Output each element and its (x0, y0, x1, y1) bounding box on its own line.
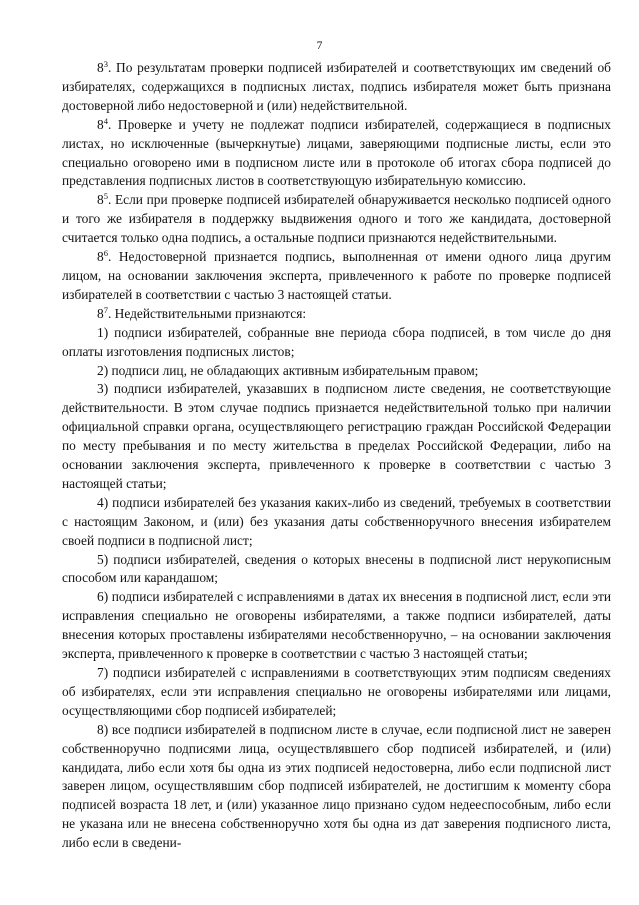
paragraph-number: 8 (97, 192, 104, 208)
paragraph-number-superscript: 7 (103, 304, 108, 315)
paragraph-text: . Недостоверной признается подпись, выполненная от имени одного лица другим лицом, на основании заключения эксперта, привлеченного к работе по проверке подписей избирателей в соответствии с частью 3 настоящей статьи. (62, 249, 611, 302)
paragraph-number: 8 (97, 249, 104, 265)
list-item-text: 3) подписи избирателей, указавших в подписном листе сведения, не соответствующие действительности. В этом случае подпись признается недействительной только при наличии официальной справки органа, осуществляющего регистрацию граждан Российской Федерации по месту пребывания и по месту жительства в пределах Российской Федерации, либо на основании заключения эксперта, привлеченного к проверке в соответствии с частью 3 настоящей статьи; (62, 381, 611, 491)
list-item-text: 1) подписи избирателей, собранные вне периода сбора подписей, в том числе до дня оплаты изготовления подписных листов; (62, 324, 611, 359)
list-item-7 (62, 664, 611, 721)
paragraph-number-superscript: 3 (103, 59, 108, 69)
list-item-2 (62, 362, 611, 381)
list-item-text: 7) подписи избирателей с исправлениями в соответствующих этим подписям сведениях об избирателях, если эти исправления специально не оговорены избирателями или лицами, осуществляющими сбор подписей избирателей; (62, 665, 611, 718)
list-item-text: 8) все подписи избирателей в подписном листе в случае, если подписной лист не заверен собственноручно подписями лица, осуществлявшего сбор подписей избирателей, и (или) кандидата, либо если хотя бы одна из этих подписей недостоверна, либо если подписной лист заверен лицом, осуществлявшим сбор подписей избирателей, не достигшим к моменту сбора подписей возраста 18 лет, и (или) указанное лицо признано судом недееспособным, либо если не указана или не внесена собственноручно хотя бы одна из дат заверения подписного листа, либо если в сведени- (62, 721, 611, 851)
paragraph-number: 8 (97, 305, 104, 321)
paragraph-8-6 (62, 248, 611, 305)
paragraph-number: 8 (97, 116, 104, 132)
document-body (62, 59, 611, 853)
paragraph-8-3 (62, 59, 611, 116)
paragraph-text: . Недействительными признаются: (107, 305, 307, 321)
paragraph-8-7 (62, 305, 611, 324)
paragraph-number: 8 (97, 60, 104, 75)
list-item-4 (62, 494, 611, 551)
page-number: 7 (316, 40, 323, 52)
list-item-text: 6) подписи избирателей с исправлениями в датах их внесения в подписной лист, если эти исправления специально не оговорены избирателями, а также подписи избирателей, даты внесения которых проставлены избирателями несобственноручно, – на основании заключения эксперта, привлеченного к проверке в соответствии с частью 3 настоящей статьи; (62, 589, 611, 662)
list-item-text: 2) подписи лиц, не обладающих активным избирательным правом; (97, 362, 479, 378)
paragraph-8-4 (62, 116, 611, 192)
paragraph-text: . Проверке и учету не подлежат подписи избирателей, содержащиеся в подписных листах, но исключенные (вычеркнутые) лицами, заверяющими подписные листы, если это специально оговорено ими в подписном листе или в протоколе об итогах сбора подписей до представления подписных листов в соответствующую избирательную комиссию. (62, 116, 611, 189)
list-item-text: 4) подписи избирателей без указания каких-либо из сведений, требуемых в соответствии с настоящим Законом, и (или) без указания даты собственноручного внесения избирателем своей подписи в подписной лист; (62, 494, 611, 548)
paragraph-text: . Если при проверке подписей избирателей обнаруживается несколько подписей одного и того же избирателя в поддержку выдвижения одного и того же кандидата, достоверной считается только одна подпись, а остальные подписи признаются недействительными. (62, 192, 611, 246)
list-item-5 (62, 551, 611, 589)
paragraph-8-5 (62, 191, 611, 248)
list-item-6 (62, 588, 611, 664)
list-item-1 (62, 324, 611, 362)
paragraph-text: . По результатам проверки подписей избирателей и соответствующих им сведений об избирателях, содержащихся в подписных листах, подпись избирателя может быть признана достоверной либо недостоверной и (или) недействительной. (62, 60, 611, 113)
list-item-text: 5) подписи избирателей, сведения о которых внесены в подписной лист нерукописным способом или карандашом; (62, 551, 611, 586)
list-item-8 (62, 721, 611, 853)
paragraph-number-superscript: 4 (103, 115, 108, 126)
paragraph-number-superscript: 5 (103, 191, 108, 202)
list-item-3 (62, 380, 611, 493)
paragraph-number-superscript: 6 (103, 248, 108, 259)
